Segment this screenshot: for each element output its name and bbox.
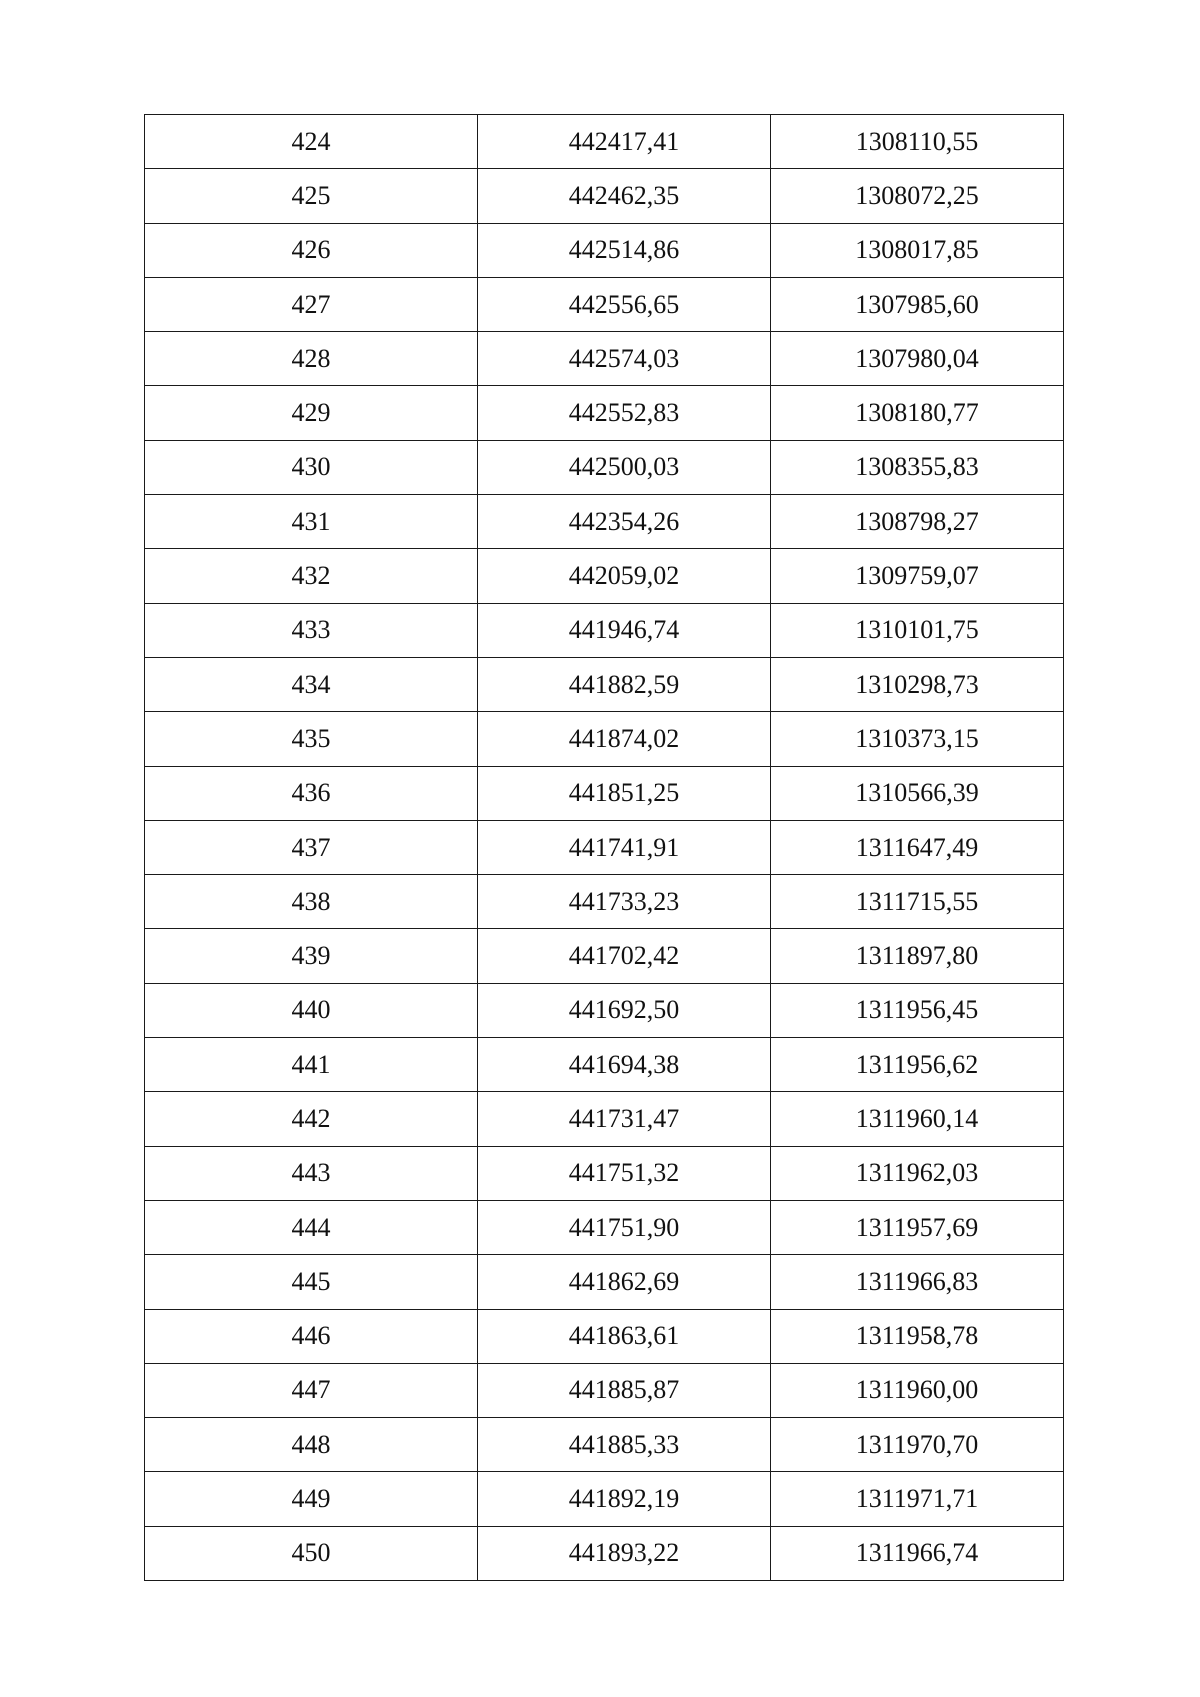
table-row — [145, 115, 1064, 169]
y-coordinate-cell: 1311960,00 — [771, 1363, 1064, 1417]
point-number-cell: 443 — [145, 1146, 478, 1200]
table-row — [145, 1146, 1064, 1200]
table-row — [145, 386, 1064, 440]
x-coordinate-cell: 441694,38 — [478, 1038, 771, 1092]
x-coordinate-cell: 441731,47 — [478, 1092, 771, 1146]
table-row — [145, 1526, 1064, 1580]
point-number-cell: 447 — [145, 1363, 478, 1417]
point-number-cell: 441 — [145, 1038, 478, 1092]
y-coordinate-cell: 1309759,07 — [771, 549, 1064, 603]
table-row — [145, 657, 1064, 711]
x-coordinate-cell: 441863,61 — [478, 1309, 771, 1363]
y-coordinate-cell: 1310566,39 — [771, 766, 1064, 820]
table-row — [145, 820, 1064, 874]
y-coordinate-cell: 1310101,75 — [771, 603, 1064, 657]
x-coordinate-cell: 442462,35 — [478, 169, 771, 223]
table-row — [145, 1200, 1064, 1254]
point-number-cell: 442 — [145, 1092, 478, 1146]
point-number-cell: 446 — [145, 1309, 478, 1363]
x-coordinate-cell: 441885,33 — [478, 1418, 771, 1472]
table-row — [145, 603, 1064, 657]
x-coordinate-cell: 442574,03 — [478, 332, 771, 386]
point-number-cell: 444 — [145, 1200, 478, 1254]
x-coordinate-cell: 441874,02 — [478, 712, 771, 766]
point-number-cell: 434 — [145, 657, 478, 711]
x-coordinate-cell: 441692,50 — [478, 983, 771, 1037]
y-coordinate-cell: 1308110,55 — [771, 115, 1064, 169]
x-coordinate-cell: 442417,41 — [478, 115, 771, 169]
y-coordinate-cell: 1307985,60 — [771, 277, 1064, 331]
y-coordinate-cell: 1311966,83 — [771, 1255, 1064, 1309]
point-number-cell: 438 — [145, 875, 478, 929]
point-number-cell: 433 — [145, 603, 478, 657]
y-coordinate-cell: 1311957,69 — [771, 1200, 1064, 1254]
point-number-cell: 440 — [145, 983, 478, 1037]
table-row — [145, 495, 1064, 549]
table-row — [145, 712, 1064, 766]
coordinates-table — [144, 114, 1064, 1581]
x-coordinate-cell: 441892,19 — [478, 1472, 771, 1526]
y-coordinate-cell: 1311962,03 — [771, 1146, 1064, 1200]
point-number-cell: 430 — [145, 440, 478, 494]
x-coordinate-cell: 441946,74 — [478, 603, 771, 657]
point-number-cell: 429 — [145, 386, 478, 440]
point-number-cell: 426 — [145, 223, 478, 277]
y-coordinate-cell: 1311971,71 — [771, 1472, 1064, 1526]
y-coordinate-cell: 1310298,73 — [771, 657, 1064, 711]
y-coordinate-cell: 1308180,77 — [771, 386, 1064, 440]
x-coordinate-cell: 441741,91 — [478, 820, 771, 874]
x-coordinate-cell: 442514,86 — [478, 223, 771, 277]
table-row — [145, 1363, 1064, 1417]
point-number-cell: 436 — [145, 766, 478, 820]
table-row — [145, 929, 1064, 983]
y-coordinate-cell: 1311960,14 — [771, 1092, 1064, 1146]
point-number-cell: 432 — [145, 549, 478, 603]
y-coordinate-cell: 1311715,55 — [771, 875, 1064, 929]
x-coordinate-cell: 441893,22 — [478, 1526, 771, 1580]
point-number-cell: 428 — [145, 332, 478, 386]
point-number-cell: 439 — [145, 929, 478, 983]
table-row — [145, 766, 1064, 820]
point-number-cell: 431 — [145, 495, 478, 549]
x-coordinate-cell: 441862,69 — [478, 1255, 771, 1309]
y-coordinate-cell: 1308798,27 — [771, 495, 1064, 549]
table-row — [145, 549, 1064, 603]
table-row — [145, 875, 1064, 929]
point-number-cell: 448 — [145, 1418, 478, 1472]
point-number-cell: 445 — [145, 1255, 478, 1309]
table-row — [145, 1472, 1064, 1526]
x-coordinate-cell: 441733,23 — [478, 875, 771, 929]
table-row — [145, 277, 1064, 331]
y-coordinate-cell: 1308017,85 — [771, 223, 1064, 277]
y-coordinate-cell: 1311970,70 — [771, 1418, 1064, 1472]
point-number-cell: 437 — [145, 820, 478, 874]
point-number-cell: 424 — [145, 115, 478, 169]
table-row — [145, 1038, 1064, 1092]
table-row — [145, 1092, 1064, 1146]
y-coordinate-cell: 1311966,74 — [771, 1526, 1064, 1580]
table-row — [145, 1255, 1064, 1309]
x-coordinate-cell: 442500,03 — [478, 440, 771, 494]
table-row — [145, 1418, 1064, 1472]
y-coordinate-cell: 1310373,15 — [771, 712, 1064, 766]
table-row — [145, 169, 1064, 223]
x-coordinate-cell: 441882,59 — [478, 657, 771, 711]
y-coordinate-cell: 1311647,49 — [771, 820, 1064, 874]
point-number-cell: 450 — [145, 1526, 478, 1580]
table-row — [145, 1309, 1064, 1363]
x-coordinate-cell: 442556,65 — [478, 277, 771, 331]
table-row — [145, 332, 1064, 386]
x-coordinate-cell: 441751,90 — [478, 1200, 771, 1254]
table-row — [145, 440, 1064, 494]
y-coordinate-cell: 1311956,45 — [771, 983, 1064, 1037]
y-coordinate-cell: 1311956,62 — [771, 1038, 1064, 1092]
y-coordinate-cell: 1308355,83 — [771, 440, 1064, 494]
y-coordinate-cell: 1311897,80 — [771, 929, 1064, 983]
x-coordinate-cell: 441851,25 — [478, 766, 771, 820]
table-row — [145, 983, 1064, 1037]
point-number-cell: 435 — [145, 712, 478, 766]
table-row — [145, 223, 1064, 277]
x-coordinate-cell: 441751,32 — [478, 1146, 771, 1200]
x-coordinate-cell: 441885,87 — [478, 1363, 771, 1417]
point-number-cell: 449 — [145, 1472, 478, 1526]
x-coordinate-cell: 442552,83 — [478, 386, 771, 440]
x-coordinate-cell: 442059,02 — [478, 549, 771, 603]
coordinates-table-body — [145, 115, 1064, 1581]
y-coordinate-cell: 1307980,04 — [771, 332, 1064, 386]
x-coordinate-cell: 441702,42 — [478, 929, 771, 983]
y-coordinate-cell: 1308072,25 — [771, 169, 1064, 223]
point-number-cell: 425 — [145, 169, 478, 223]
point-number-cell: 427 — [145, 277, 478, 331]
x-coordinate-cell: 442354,26 — [478, 495, 771, 549]
y-coordinate-cell: 1311958,78 — [771, 1309, 1064, 1363]
